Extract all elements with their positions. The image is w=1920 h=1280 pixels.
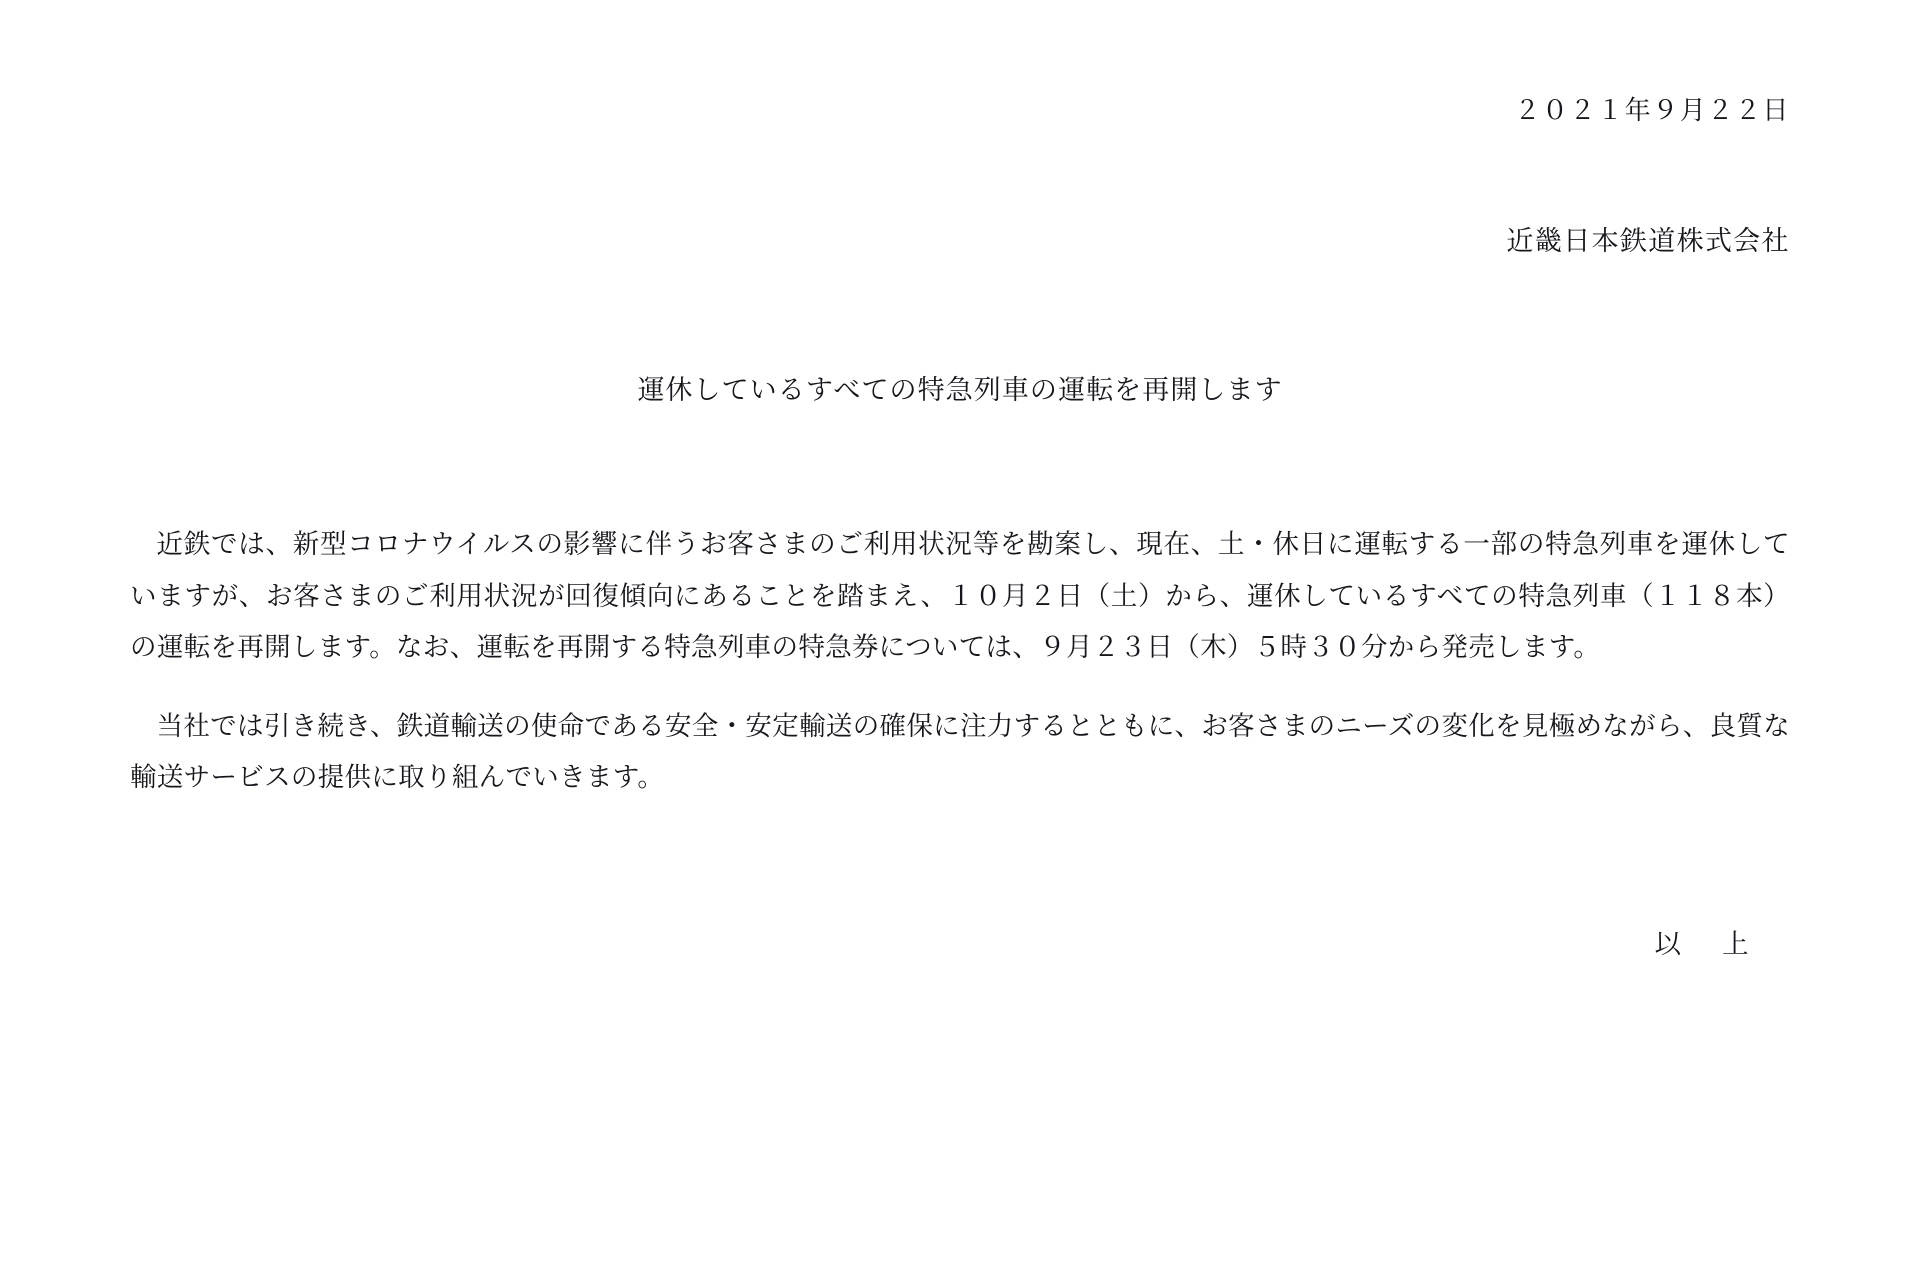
closing-line [130, 922, 1790, 961]
issuer-name: 近畿日本鉄道株式会社 [1506, 226, 1790, 256]
page-title: 運休しているすべての特急列車の運転を再開します [637, 375, 1283, 405]
body-paragraph: 当社では引き続き、鉄道輸送の使命である安全・安定輸送の確保に注力するとともに、お客さまのニーズの変化を見極めながら、良質な輸送サービスの提供に取り組んでいきます。 [130, 710, 1791, 793]
document-body [130, 519, 1790, 804]
document-date: ２０２１年９月２２日 [1514, 96, 1790, 125]
closing-right-char: 上 [1722, 928, 1750, 959]
body-paragraph: 近鉄では、新型コロナウイルスの影響に伴うお客さまのご利用状況等を勘案し、現在、土・休日に運転する一部の特急列車を運休していますが、お客さまのご利用状況が回復傾向にあることを踏まえ、１０月２日（土）から、運休しているすべての特急列車（１１８本）の運転を再開します。なお、運転を再開する特急列車の特急券については、９月２３日（木）５時３０分から発売します。 [130, 529, 1790, 663]
closing-left-char: 以 [1654, 928, 1683, 959]
